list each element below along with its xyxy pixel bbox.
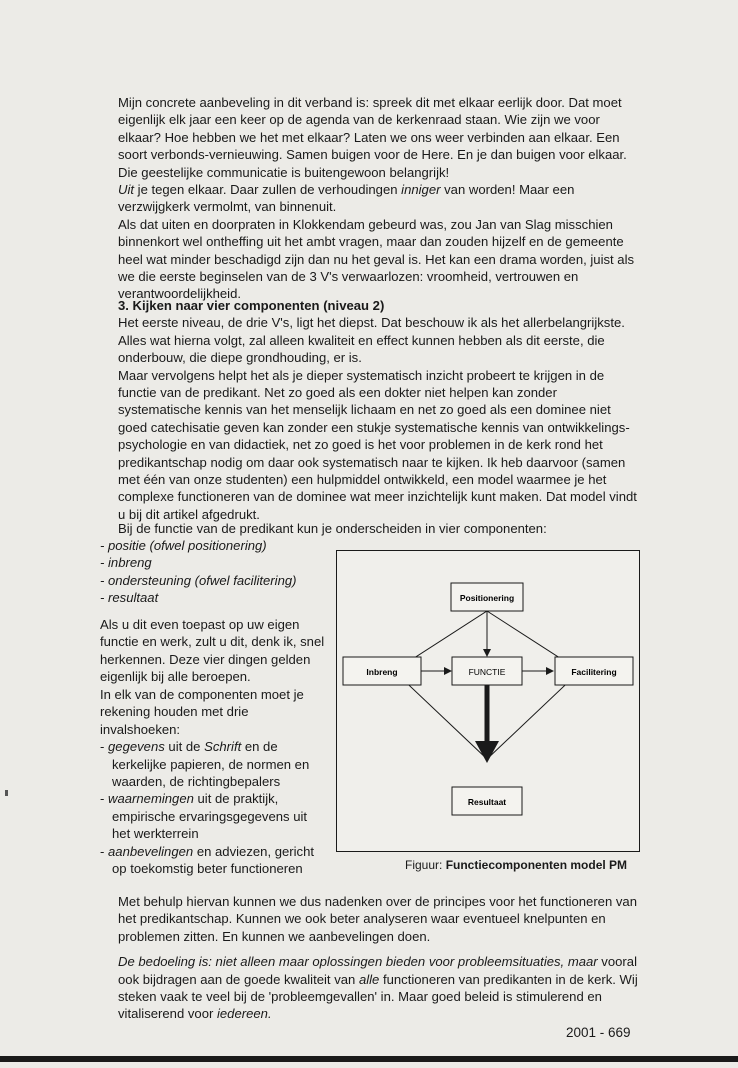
component-label: - resultaat (100, 590, 159, 606)
paragraph-principles: Met behulp hiervan kunnen we dus nadenken over de principes voor het functioneren van het predikantschap. Kunnen we ook beter analyseren waar eventueel knelpunten en problemen zitten. En kunnen we aanbevelingen doen. (118, 894, 637, 944)
text-span: van worden! Maar een verzwijgkerk vermolmt, van binnenuit. (118, 182, 575, 215)
intro-block (118, 94, 640, 303)
components-intro (118, 520, 640, 537)
text-span: uit de (164, 739, 205, 755)
text-span: je tegen elkaar. Daar zullen de verhoudingen (134, 182, 402, 198)
paragraph-first-level: Het eerste niveau, de drie V's, ligt het diepst. Dat beschouw ik als het allerbelangrijkste. Alles wat hierna volgt, zal alleen kwaliteit en effect kunnen hebben als dit eerste, die onderbouw, die diepe grondhouding, er is. (118, 315, 625, 366)
emph-alle: alle (358, 971, 380, 987)
text-span: functioneren van predikanten in de kerk. Wij steken vaak te veel bij de 'probleemgevallen' in. Maar goed beleid is stimulerend en vitaliserend voor (118, 971, 638, 1022)
component-item (100, 537, 330, 554)
component-label: - ondersteuning (ofwel facilitering) (100, 572, 297, 588)
components-list (100, 537, 330, 607)
diagram-svg (337, 551, 639, 851)
angle-item: - gegevens uit de Schrift en de kerkelijke papieren, de normen en waarden, de richtingbepalers (100, 739, 310, 790)
resultaat-label: Resultaat (467, 797, 507, 807)
text-span: en adviezen, gericht op toekomstig beter functioneren (112, 843, 315, 877)
component-item (100, 572, 330, 589)
figure-caption (405, 858, 627, 872)
component-label: - inbreng (100, 555, 152, 571)
positionering-label: Positionering (459, 593, 515, 603)
emph-iedereen: iedereen. (216, 1006, 272, 1022)
page-number: 2001 - 669 (566, 1025, 631, 1040)
text-span: en de kerkelijke papieren, de normen en waarden, de richtingbepalers (112, 739, 310, 790)
paragraph-systematic: Maar vervolgens helpt het als je dieper systematisch inzicht probeert te krijgen in de functie van de predikant. Net zo goed als een dokter niet helpen kan zonder systematische kennis van het menselijk lichaam en net zo goed als een dominee niet goed catechisatie geven kan zonder een stukje systematische kennis van ontwikkelings-psychologie en van didactiek, net zo goed is het voor problemen in de kerk rond het predikantschap nodig om daar ook systematisch naar te kijken. Ik heb daarvoor (samen met één van onze studenten) een hulpmiddel ontwikkeld, een model waarmee je het complexe functioneren van de dominee wat meer inzichtelijk kunt maken. Dat model vindt u bij dit artikel afgedrukt. (118, 367, 637, 522)
paragraph-components-intro: Bij de functie van de predikant kun je onderscheiden in vier componenten: (118, 521, 547, 536)
component-item (100, 554, 330, 571)
conclusion-block (118, 893, 640, 1023)
component-label: - positie (ofwel positionering) (100, 538, 267, 553)
function-components-diagram (336, 550, 640, 852)
angle-item: - waarnemingen uit de praktijk, empirische ervaringsgegevens uit het werkterrein (100, 791, 308, 842)
paragraph-recommendation: Mijn concrete aanbeveling in dit verband is: spreek dit met elkaar eerlijk door. Dat moet eigenlijk elk jaar een keer op de agenda van de kerkenraad staan. Wie zijn we voor elkaar? Hoe hebben we het met elkaar? Laten we ons weer verbinden aan elkaar. Een soort verbonds-vernieuwing. Samen buigen voor de Here. En je dan buigen voor elkaar. Die geestelijke communicatie is buitengewoon belangrijk! (118, 95, 627, 180)
paragraph-bedoeling (118, 953, 640, 1023)
emph-inniger: inniger (401, 182, 441, 198)
functie-label: FUNCTIE (468, 667, 506, 677)
text-span: vooral ook bijdragen aan de goede kwaliteit van (118, 954, 637, 987)
caption-title: Functiecomponenten model PM (445, 858, 628, 872)
paragraph-klokkendam: Als dat uiten en doorpraten in Klokkendam gebeurd was, zou Jan van Slag misschien binnenkort wel ontheffing uit het ambt vragen, maar dan zouden hijzelf en de gemeente heel wat minder beschadigd zijn dan nu het geval is. Het kan een drama worden, juist als we die eerste beginselen van de 3 V's verwaarlozen: vroomheid, vertrouwen en verantwoordelijkheid. (118, 216, 635, 302)
emph-bedoeling: De bedoeling is: niet alleen maar oplossingen bieden voor probleemsituaties, maar (118, 954, 598, 970)
text-span: uit de praktijk, empirische ervaringsgegevens uit het werkterrein (112, 791, 308, 842)
component-item (100, 589, 330, 606)
angle-item: - aanbevelingen en adviezen, gericht op toekomstig beter functioneren (100, 843, 315, 877)
paragraph-apply: Als u dit even toepast op uw eigen functie en werk, zult u dit, denk ik, snel herkennen. Deze vier dingen gelden eigenlijk bij alle beroepen. (100, 617, 325, 685)
facilitering-label: Facilitering (571, 667, 617, 677)
emph-uit: Uit (118, 182, 135, 198)
angle-emph: waarnemingen (108, 791, 194, 807)
section-heading: 3. Kijken naar vier componenten (niveau 2) (118, 298, 385, 313)
bottom-rule (0, 1056, 738, 1062)
caption-prefix: Figuur: (405, 858, 446, 872)
paragraph-uit (118, 181, 640, 216)
arrowhead-resultaat (475, 741, 499, 763)
margin-mark (5, 790, 8, 796)
paragraph-angles-intro: In elk van de componenten moet je rekening houden met drie invalshoeken: (100, 687, 304, 737)
inbreng-label: Inbreng (366, 667, 398, 677)
section-3 (118, 297, 640, 523)
angle-emph: aanbevelingen (108, 843, 194, 859)
angle-emph: gegevens (108, 739, 165, 755)
angle-emph: Schrift (204, 739, 242, 755)
apply-paragraph (100, 616, 325, 686)
angles-block (100, 686, 325, 877)
